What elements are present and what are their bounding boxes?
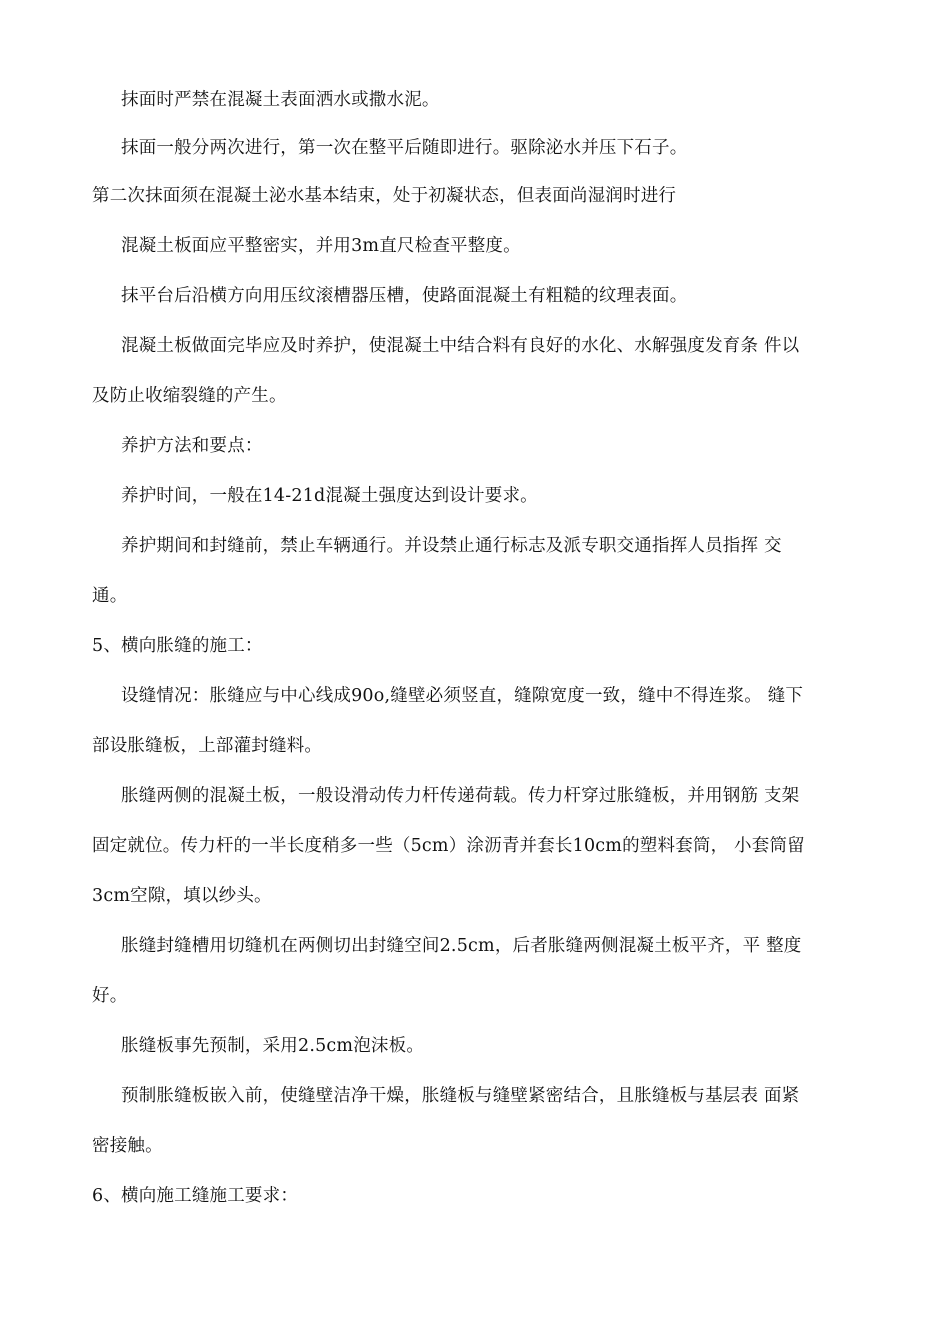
paragraph-line: 第二次抹面须在混凝土泌水基本结束，处于初凝状态，但表面尚湿润时进行 [92,186,677,206]
paragraph-line: 胀缝板事先预制，采用2.5cm泡沫板。 [121,1036,425,1056]
paragraph-line: 密接触。 [92,1136,163,1156]
paragraph-line: 混凝土板做面完毕应及时养护，使混凝土中结合料有良好的水化、水解强度发育条 件以 [121,336,800,356]
paragraph-line: 胀缝封缝槽用切缝机在两侧切出封缝空间2.5cm，后者胀缝两侧混凝土板平齐，平 整度 [121,936,802,956]
paragraph-line: 抹面一般分两次进行，第一次在整平后随即进行。驱除泌水并压下石子。 [121,138,688,158]
paragraph-line: 固定就位。传力杆的一半长度稍多一些（5cm）涂沥青并套长10cm的塑料套筒， 小套筒留 [92,836,805,856]
paragraph-line: 部设胀缝板，上部灌封缝料。 [92,736,323,756]
paragraph-line: 及防止收缩裂缝的产生。 [92,386,287,406]
paragraph-line: 养护方法和要点： [121,436,263,456]
paragraph-line: 预制胀缝板嵌入前，使缝壁洁净干燥，胀缝板与缝壁紧密结合，且胀缝板与基层表 面紧 [121,1086,800,1106]
paragraph-line: 养护时间，一般在14-21d混凝土强度达到设计要求。 [121,486,538,506]
paragraph-line: 胀缝两侧的混凝土板，一般设滑动传力杆传递荷载。传力杆穿过胀缝板，并用钢筋 支架 [121,786,800,806]
paragraph-line: 3cm空隙，填以纱头。 [92,886,272,906]
section-heading: 5、横向胀缝的施工： [92,636,263,656]
paragraph-line: 抹平台后沿横方向用压纹滚槽器压槽，使路面混凝土有粗糙的纹理表面。 [121,286,688,306]
paragraph-line: 混凝土板面应平整密实，并用3m直尺检查平整度。 [121,236,521,256]
paragraph-line: 养护期间和封缝前，禁止车辆通行。并设禁止通行标志及派专职交通指挥人员指挥 交 [121,536,782,556]
paragraph-line: 抹面时严禁在混凝土表面洒水或撒水泥。 [121,90,440,110]
paragraph-line: 设缝情况：胀缝应与中心线成90o,缝壁必须竖直，缝隙宽度一致，缝中不得连浆。 缝下 [121,686,804,706]
paragraph-line: 通。 [92,586,128,606]
paragraph-line: 好。 [92,986,128,1006]
section-heading: 6、横向施工缝施工要求： [92,1186,299,1206]
